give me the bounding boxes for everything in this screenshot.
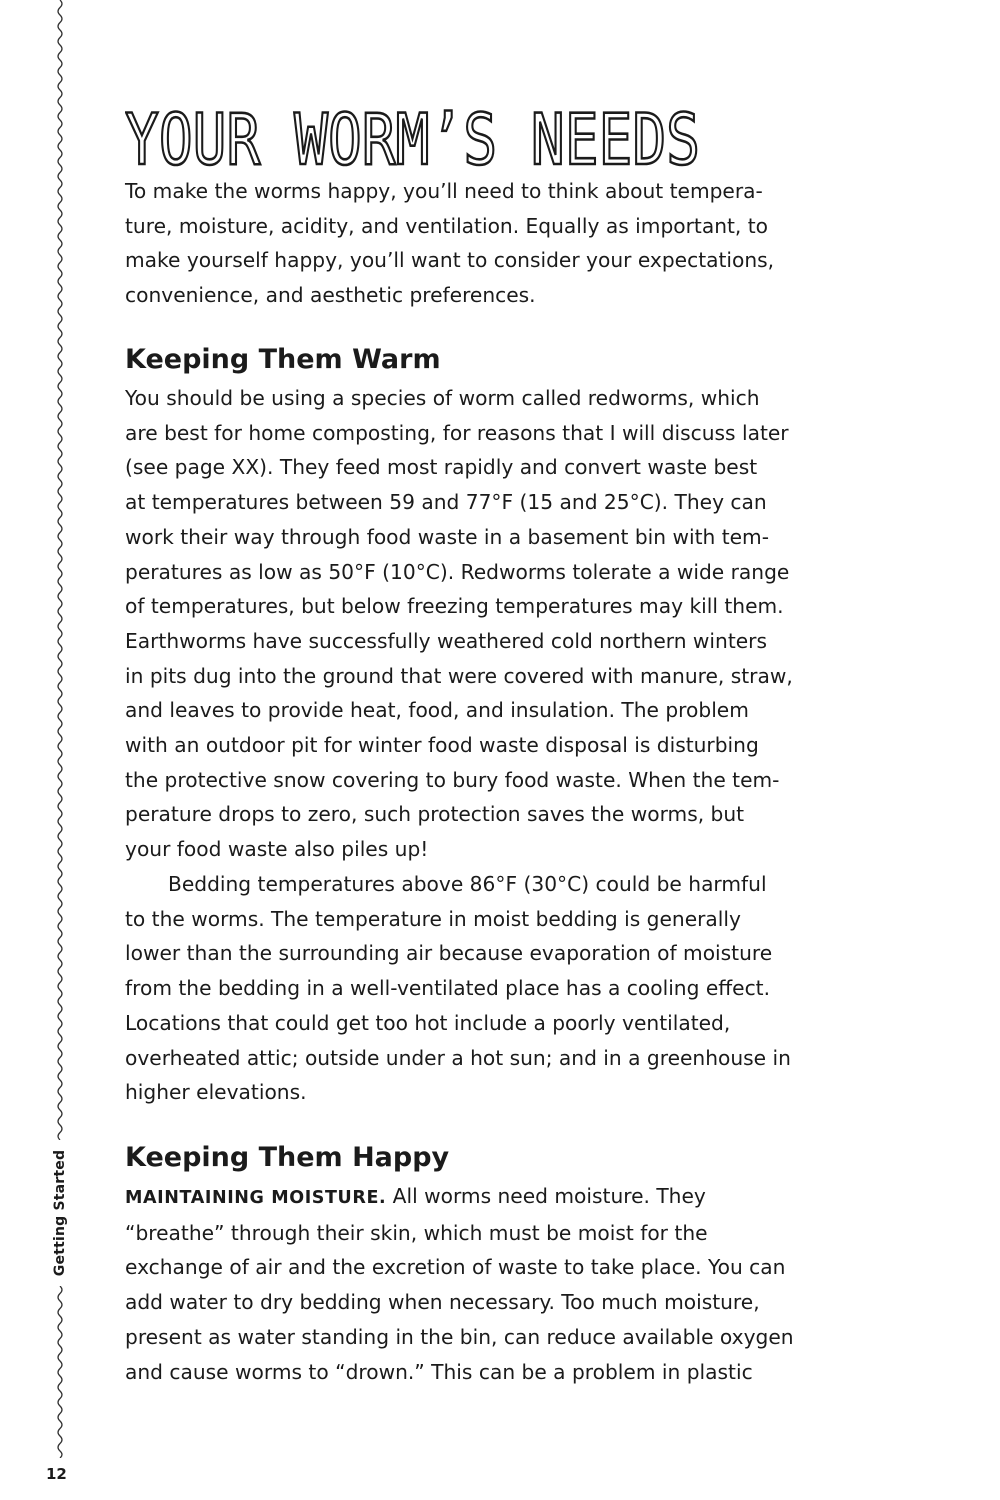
text-line: make yourself happy, you’ll want to consider your expectations, [125,248,775,273]
text-line: lower than the surrounding air because evaporation of moisture [125,941,773,966]
text-line: add water to dry bedding when necessary. Too much moisture, [125,1290,760,1315]
text-line: from the bedding in a well-ventilated place has a cooling effect. [125,976,771,1001]
text-line: You should be using a species of worm called redworms, which [125,386,760,410]
text-line: your food waste also piles up! [125,837,429,862]
warm-paragraph-2 [125,867,885,1110]
happy-paragraph [125,1179,885,1389]
text-line: “breathe” through their skin, which must be moist for the [125,1220,708,1245]
wavy-margin-line-top [52,0,68,1140]
text-line: convenience, and aesthetic preferences. [125,283,536,308]
text-line: with an outdoor pit for winter food waste disposal is disturbing [125,733,759,758]
text-line [125,1179,885,1216]
text-line: perature drops to zero, such protection saves the worms, but [125,802,745,827]
text-line: present as water standing in the bin, can reduce available oxygen [125,1324,794,1349]
text-line: of temperatures, but below freezing temperatures may kill them. [125,594,784,619]
text-line: the protective snow covering to bury food waste. When the tem- [125,767,780,792]
text-line: Locations that could get too hot include a poorly ventilated, [125,1010,731,1035]
text-span: All worms need moisture. They [386,1184,706,1208]
page-number: 12 [46,1465,67,1483]
page-title-svg [125,100,885,180]
text-line: higher elevations. [125,1080,307,1105]
text-line: to the worms. The temperature in moist bedding is generally [125,906,741,931]
runin-heading-moisture: MAINTAINING MOISTURE. [125,1188,387,1208]
text-line: (see page XX). They feed most rapidly and convert waste best [125,455,758,480]
text-line: are best for home composting, for reasons that I will discuss later [125,420,789,445]
text-line: exchange of air and the excretion of waste to take place. You can [125,1255,786,1280]
text-line: and cause worms to “drown.” This can be a problem in plastic [125,1359,753,1384]
text-line: at temperatures between 59 and 77°F (15 and 25°C). They can [125,490,767,515]
text-line: ture, moisture, acidity, and ventilation. Equally as important, to [125,213,769,238]
wavy-margin-line-bottom [52,1286,68,1458]
text-line: Earthworms have successfully weathered cold northern winters [125,628,767,653]
warm-paragraph-1 [125,381,885,867]
page-title-text: YOUR WORM’S NEEDS [125,100,700,180]
section-heading-warm: Keeping Them Warm [125,344,441,375]
text-line: work their way through food waste in a basement bin with tem- [125,524,770,549]
page-title [125,100,885,180]
text-line: in pits dug into the ground that were covered with manure, straw, [125,663,793,688]
text-line: To make the worms happy, you’ll need to think about tempera- [125,179,763,203]
text-line: Bedding temperatures above 86°F (30°C) could be harmful [168,872,767,896]
text-line: overheated attic; outside under a hot sun; and in a greenhouse in [125,1045,791,1070]
intro-paragraph [125,174,885,313]
chapter-side-label [47,1145,73,1281]
text-line: peratures as low as 50°F (10°C). Redworms tolerate a wide range [125,559,790,584]
section-heading-happy: Keeping Them Happy [125,1142,450,1173]
chapter-side-label-text: Getting Started [52,1149,68,1277]
text-line: and leaves to provide heat, food, and insulation. The problem [125,698,749,723]
